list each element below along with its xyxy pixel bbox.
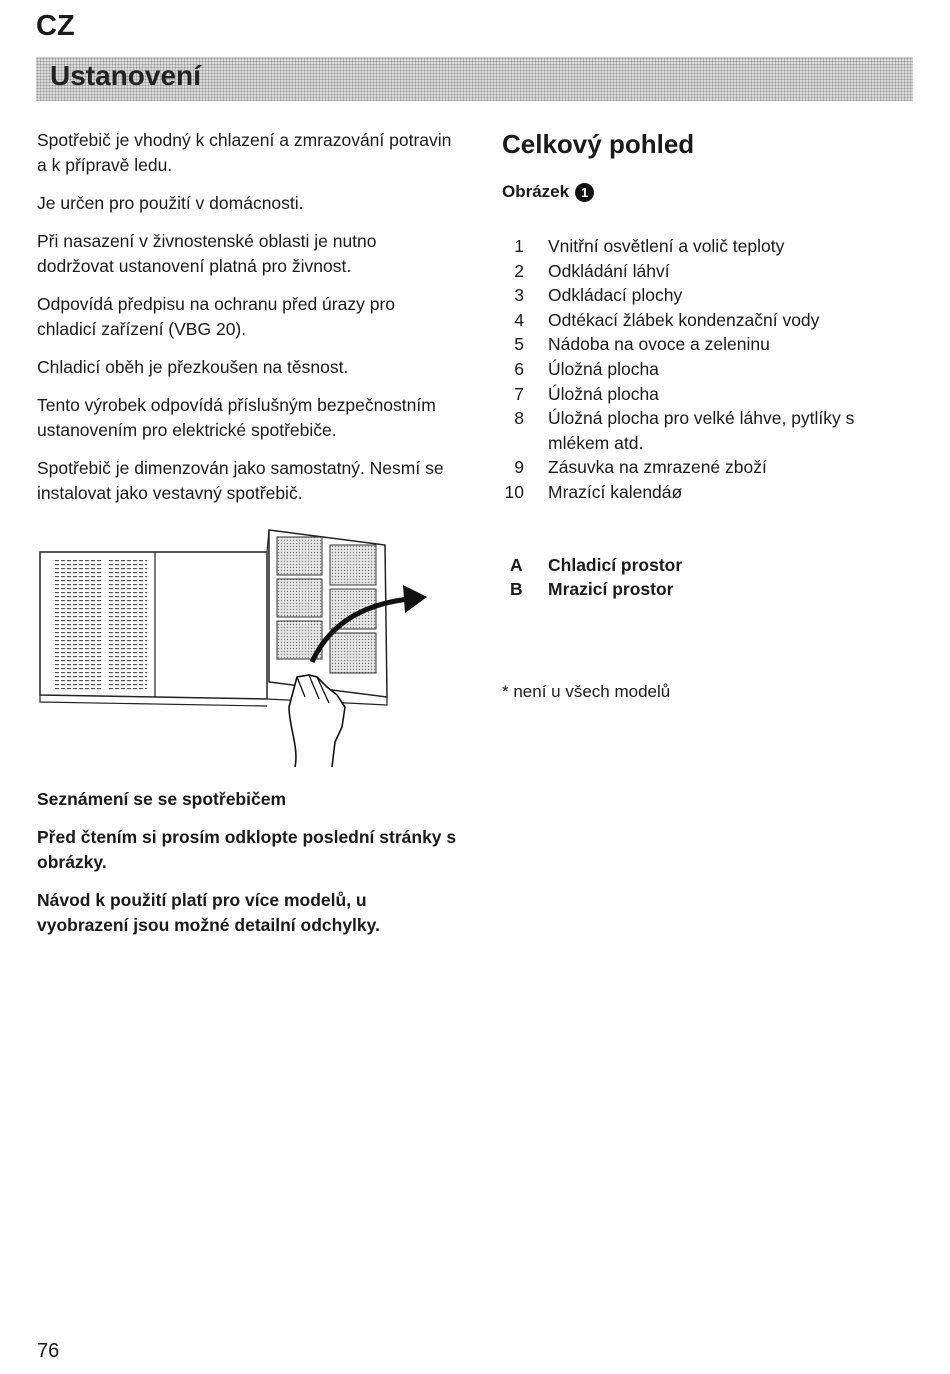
item-letter: B — [510, 579, 523, 600]
item-number: 4 — [514, 309, 524, 330]
paragraph: Při nasazení v živnostenské oblasti je nutno dodržovat ustanovení platná pro živnost. — [37, 231, 377, 276]
list-item — [502, 259, 912, 284]
item-number: 3 — [514, 285, 524, 306]
item-letter: A — [510, 554, 523, 575]
item-text: Odkládací plochy — [548, 285, 683, 306]
bold-paragraph: Seznámení se se spotřebičem — [37, 789, 286, 809]
item-text: Úložná plocha — [548, 383, 659, 404]
paragraph: Odpovídá předpisu na ochranu před úrazy pro chladicí zařízení (VBG 20). — [37, 294, 396, 339]
list-item — [502, 382, 912, 407]
item-text: Odtékací žlábek kondenzační vody — [548, 309, 820, 330]
item-number: 10 — [504, 481, 524, 502]
list-item — [502, 234, 912, 259]
list-item — [502, 332, 912, 357]
list-item — [502, 357, 912, 382]
section-title: Ustanovení — [50, 60, 201, 91]
overview-heading: Celkový pohled — [502, 129, 695, 159]
item-text: Nádoba na ovoce a zeleninu — [548, 334, 770, 355]
intro-text — [37, 128, 457, 519]
item-text: Mrazící kalendáø — [548, 481, 683, 502]
list-item — [502, 553, 912, 578]
fold-out-pages-illustration — [37, 527, 437, 772]
paragraph: Je určen pro použití v domácnosti. — [37, 193, 304, 213]
item-number: 5 — [514, 334, 524, 355]
paragraph: Spotřebič je dimenzován jako samostatný. Nesmí se instalovat jako vestavný spotřebič. — [37, 458, 444, 503]
page-number: 76 — [37, 1340, 60, 1362]
item-text: Vnitřní osvětlení a volič teploty — [548, 236, 785, 256]
footnote: * není u všech modelů — [502, 681, 671, 701]
item-number: 8 — [514, 408, 524, 429]
item-text: Úložná plocha — [548, 358, 659, 379]
familiarization-notes — [37, 787, 457, 951]
list-item — [502, 283, 912, 308]
item-number: 1 — [514, 236, 524, 256]
list-item — [502, 455, 912, 480]
overview-section — [502, 124, 912, 704]
parts-list — [502, 234, 912, 505]
list-item — [502, 406, 912, 455]
list-item — [502, 480, 912, 505]
list-item — [502, 577, 912, 602]
compartment-list — [502, 553, 912, 602]
item-text: Zásuvka na zmrazené zboží — [548, 457, 767, 478]
figure-reference — [502, 180, 912, 204]
item-number: 2 — [514, 260, 524, 281]
bold-paragraph: Před čtením si prosím odklopte poslední stránky s obrázky. — [37, 827, 457, 872]
item-number: 6 — [514, 358, 524, 379]
paragraph: Spotřebič je vhodný k chlazení a zmrazování potravin a k přípravě ledu. — [37, 130, 452, 175]
item-number: 9 — [514, 457, 524, 478]
list-item — [502, 308, 912, 333]
item-number: 7 — [514, 383, 524, 404]
item-text: Úložná plocha pro velké láhve, pytlíky s mlékem atd. — [548, 408, 855, 453]
item-text: Chladicí prostor — [548, 554, 683, 575]
bold-paragraph: Návod k použití platí pro více modelů, u vyobrazení jsou možné detailní odchylky. — [37, 890, 380, 935]
item-text: Mrazicí prostor — [548, 579, 674, 600]
paragraph: Tento výrobek odpovídá příslušným bezpečnostním ustanovením pro elektrické spotřebiče. — [37, 395, 436, 440]
figure-label: Obrázek — [502, 182, 570, 201]
paragraph: Chladicí oběh je přezkoušen na těsnost. — [37, 357, 349, 377]
figure-number-badge: 1 — [575, 183, 594, 202]
language-code: CZ — [36, 10, 75, 42]
section-banner — [36, 57, 913, 101]
item-text: Odkládání láhví — [548, 260, 670, 281]
